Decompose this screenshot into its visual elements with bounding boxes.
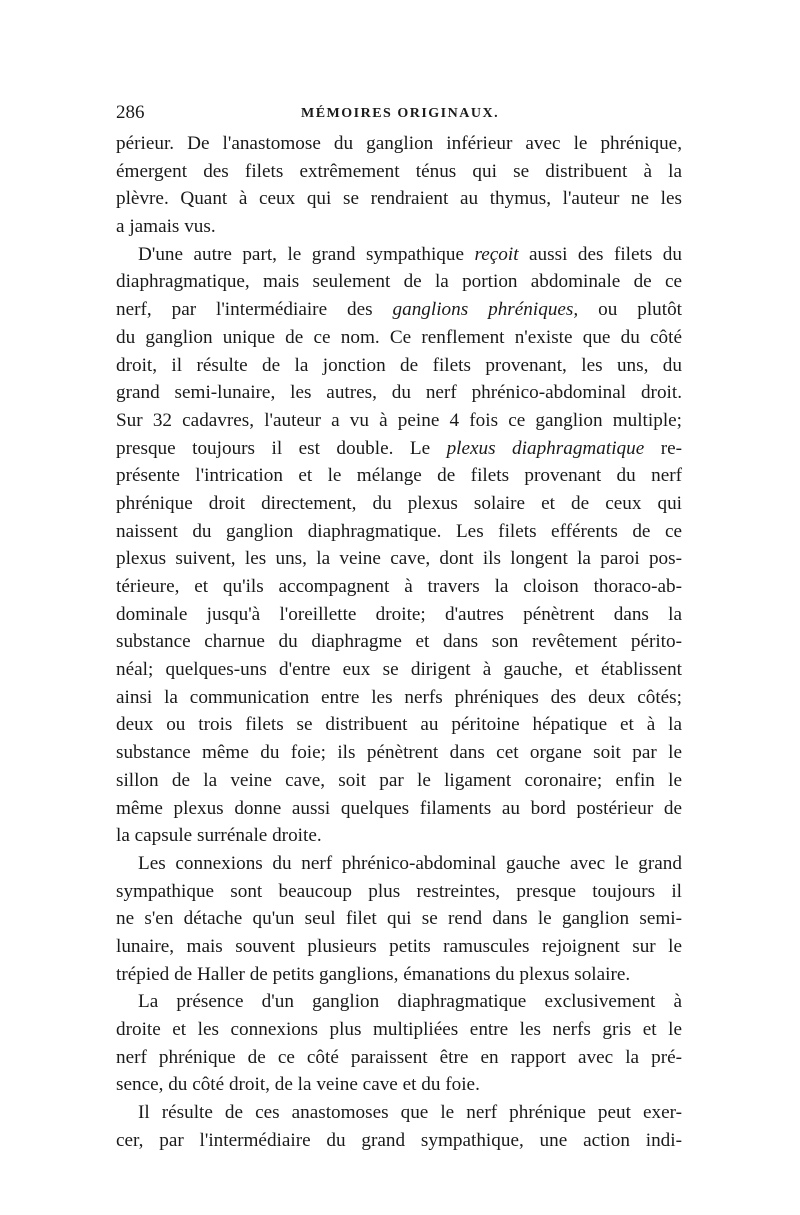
italic-term: ganglions phréniques, (392, 299, 579, 321)
text-line: grand semi-lunaire, les autres, du nerf phrénico-abdominal droit. (116, 382, 682, 404)
text-run: re- (644, 437, 683, 459)
paragraph-4 (116, 988, 682, 1099)
text-line: émergent des filets extrêmement ténus qui se distribuent à la (116, 160, 682, 182)
text-line: phrénique droit directement, du plexus solaire et de ceux qui (116, 492, 682, 514)
text-line: cer, par l'intermédiaire du grand sympathique, une action indi- (116, 1129, 682, 1151)
text-line: substance charnue du diaphragme et dans son revêtement périto- (116, 631, 682, 653)
text-run: ou plutôt (578, 299, 682, 321)
text-line: même plexus donne aussi quelques filaments au bord postérieur de (116, 797, 682, 819)
text-line: droit, il résulte de la jonction de filets provenant, les uns, du (116, 354, 682, 376)
text-line: dominale jusqu'à l'oreillette droite; d'autres pénètrent dans la (116, 603, 682, 625)
running-head (116, 98, 682, 128)
text-line: ne s'en détache qu'un seul filet qui se rend dans le ganglion semi- (116, 908, 682, 930)
page-number: 286 (116, 102, 145, 123)
paragraph-3 (116, 850, 682, 988)
text-run: D'une autre part, le grand sympathique (138, 243, 475, 265)
text-run: nerf, par l'intermédiaire des (116, 299, 393, 321)
body-text (116, 130, 682, 1154)
italic-term: reçoit (474, 243, 519, 265)
text-line: ainsi la communication entre les nerfs phréniques des deux côtés; (116, 686, 682, 708)
text-line: La présence d'un ganglion diaphragmatique exclusivement à (138, 991, 682, 1013)
text-line: présente l'intrication et le mélange de filets provenant du nerf (116, 465, 682, 487)
text-line: la capsule surrénale droite. (116, 825, 322, 847)
text-run: presque toujours il est double. Le (116, 437, 447, 459)
text-line: trépied de Haller de petits ganglions, émanations du plexus solaire. (116, 963, 631, 985)
text-line: lunaire, mais souvent plusieurs petits ramuscules rejoignent sur le (116, 935, 682, 957)
text-line: substance même du foie; ils pénètrent dans cet organe soit par le (116, 742, 682, 764)
text-line: Il résulte de ces anastomoses que le nerf phrénique peut exer- (138, 1102, 682, 1124)
text-line: térieure, et qu'ils accompagnent à travers la cloison thoraco-ab- (116, 576, 682, 597)
text-line: du ganglion unique de ce nom. Ce renflement n'existe que du côté (116, 326, 682, 348)
text-line: périeur. De l'anastomose du ganglion inférieur avec le phrénique, (116, 133, 682, 154)
paragraph-2 (116, 241, 682, 850)
text-line: sence, du côté droit, de la veine cave et du foie. (116, 1074, 480, 1096)
paragraph-1 (116, 130, 682, 241)
text-line (116, 296, 682, 324)
text-line: naissent du ganglion diaphragmatique. Les filets efférents de ce (116, 520, 682, 542)
text-line: deux ou trois filets se distribuent au péritoine hépatique et à la (116, 714, 682, 736)
text-line: a jamais vus. (116, 216, 216, 238)
text-line: Sur 32 cadavres, l'auteur a vu à peine 4 fois ce ganglion multiple; (116, 409, 682, 431)
text-line: plèvre. Quant à ceux qui se rendraient au thymus, l'auteur ne les (116, 188, 682, 210)
page (116, 98, 682, 1154)
italic-term: plexus diaphragmatique (446, 437, 645, 459)
text-line: sillon de la veine cave, soit par le ligament coronaire; enfin le (116, 769, 682, 791)
paragraph-5 (116, 1099, 682, 1154)
text-line: sympathique sont beaucoup plus restreintes, presque toujours il (116, 880, 682, 902)
text-line (116, 435, 682, 463)
text-line: Les connexions du nerf phrénico-abdominal gauche avec le grand (138, 852, 682, 874)
text-run: aussi des filets du (518, 243, 682, 265)
running-title: MÉMOIRES ORIGINAUX. (301, 106, 500, 121)
text-line: plexus suivent, les uns, la veine cave, dont ils longent la paroi pos- (116, 548, 682, 570)
text-line: néal; quelques-uns d'entre eux se dirigent à gauche, et établissent (116, 659, 682, 681)
text-line: nerf phrénique de ce côté paraissent être en rapport avec la pré- (116, 1046, 682, 1068)
text-line (116, 241, 682, 269)
text-line: droite et les connexions plus multipliées entre les nerfs gris et le (116, 1019, 682, 1040)
text-line: diaphragmatique, mais seulement de la portion abdominale de ce (116, 271, 682, 293)
